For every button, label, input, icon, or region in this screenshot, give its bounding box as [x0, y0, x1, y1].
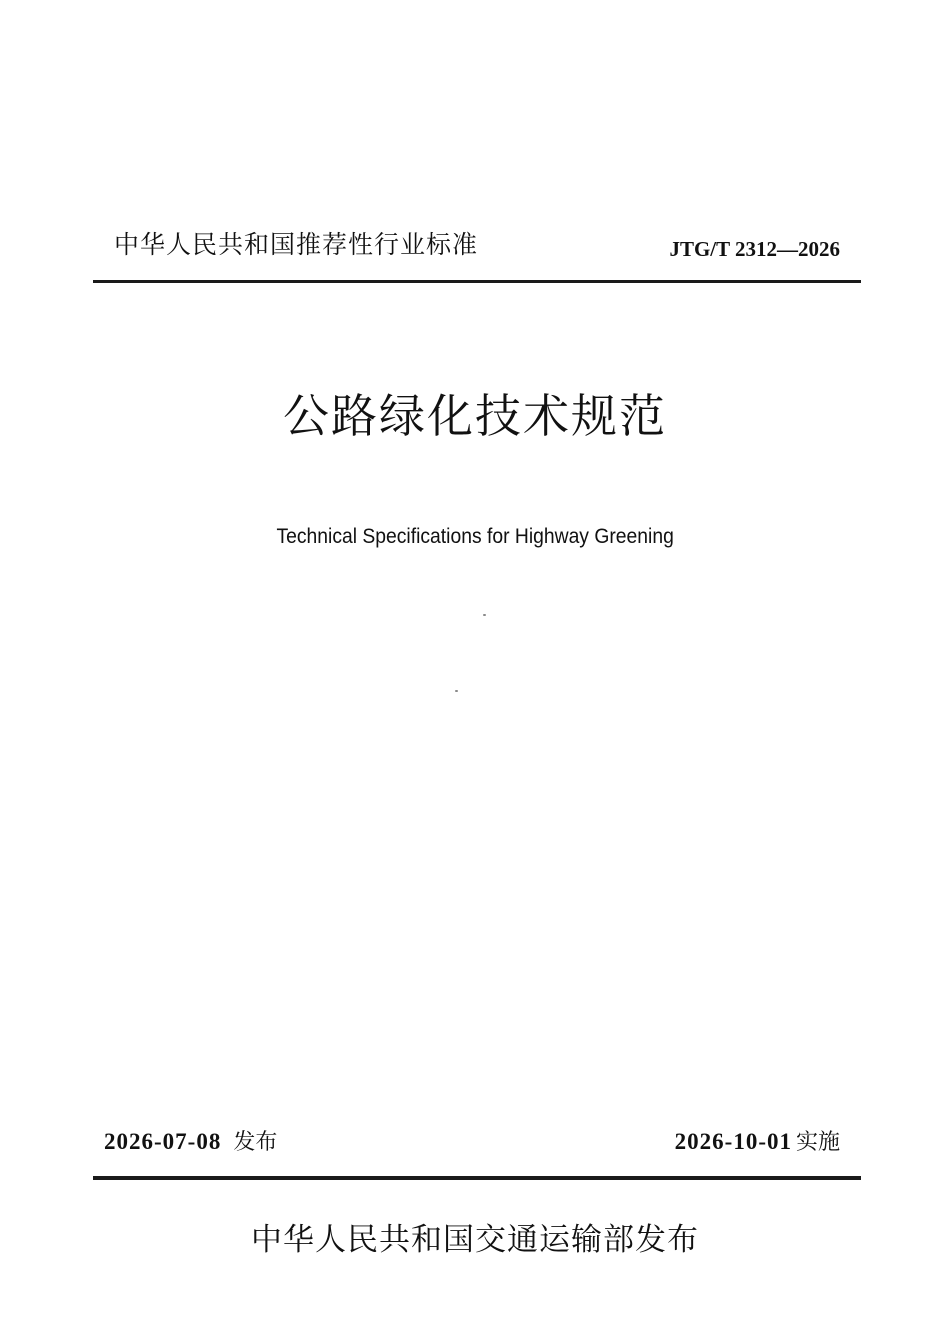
issue-date: 2026-07-08 [104, 1129, 222, 1154]
scan-speck [483, 614, 486, 616]
top-divider [93, 280, 861, 283]
effective-date: 2026-10-01 [674, 1129, 792, 1154]
scan-speck [455, 690, 458, 692]
bottom-divider [93, 1176, 861, 1180]
standard-code: JTG/T 2312—2026 [669, 237, 840, 261]
document-title: 公路绿化技术规范 [283, 389, 667, 443]
issue-date-row [104, 1126, 277, 1159]
effective-label: 实施 [795, 1130, 840, 1155]
standard-category: 中华人民共和国推荐性行业标准 [114, 230, 479, 259]
issue-label: 发布 [233, 1130, 278, 1155]
document-title-english: Technical Specifications for Highway Greening [276, 525, 674, 548]
publisher: 中华人民共和国交通运输部发布 [251, 1222, 699, 1258]
effective-date-row [675, 1126, 840, 1159]
